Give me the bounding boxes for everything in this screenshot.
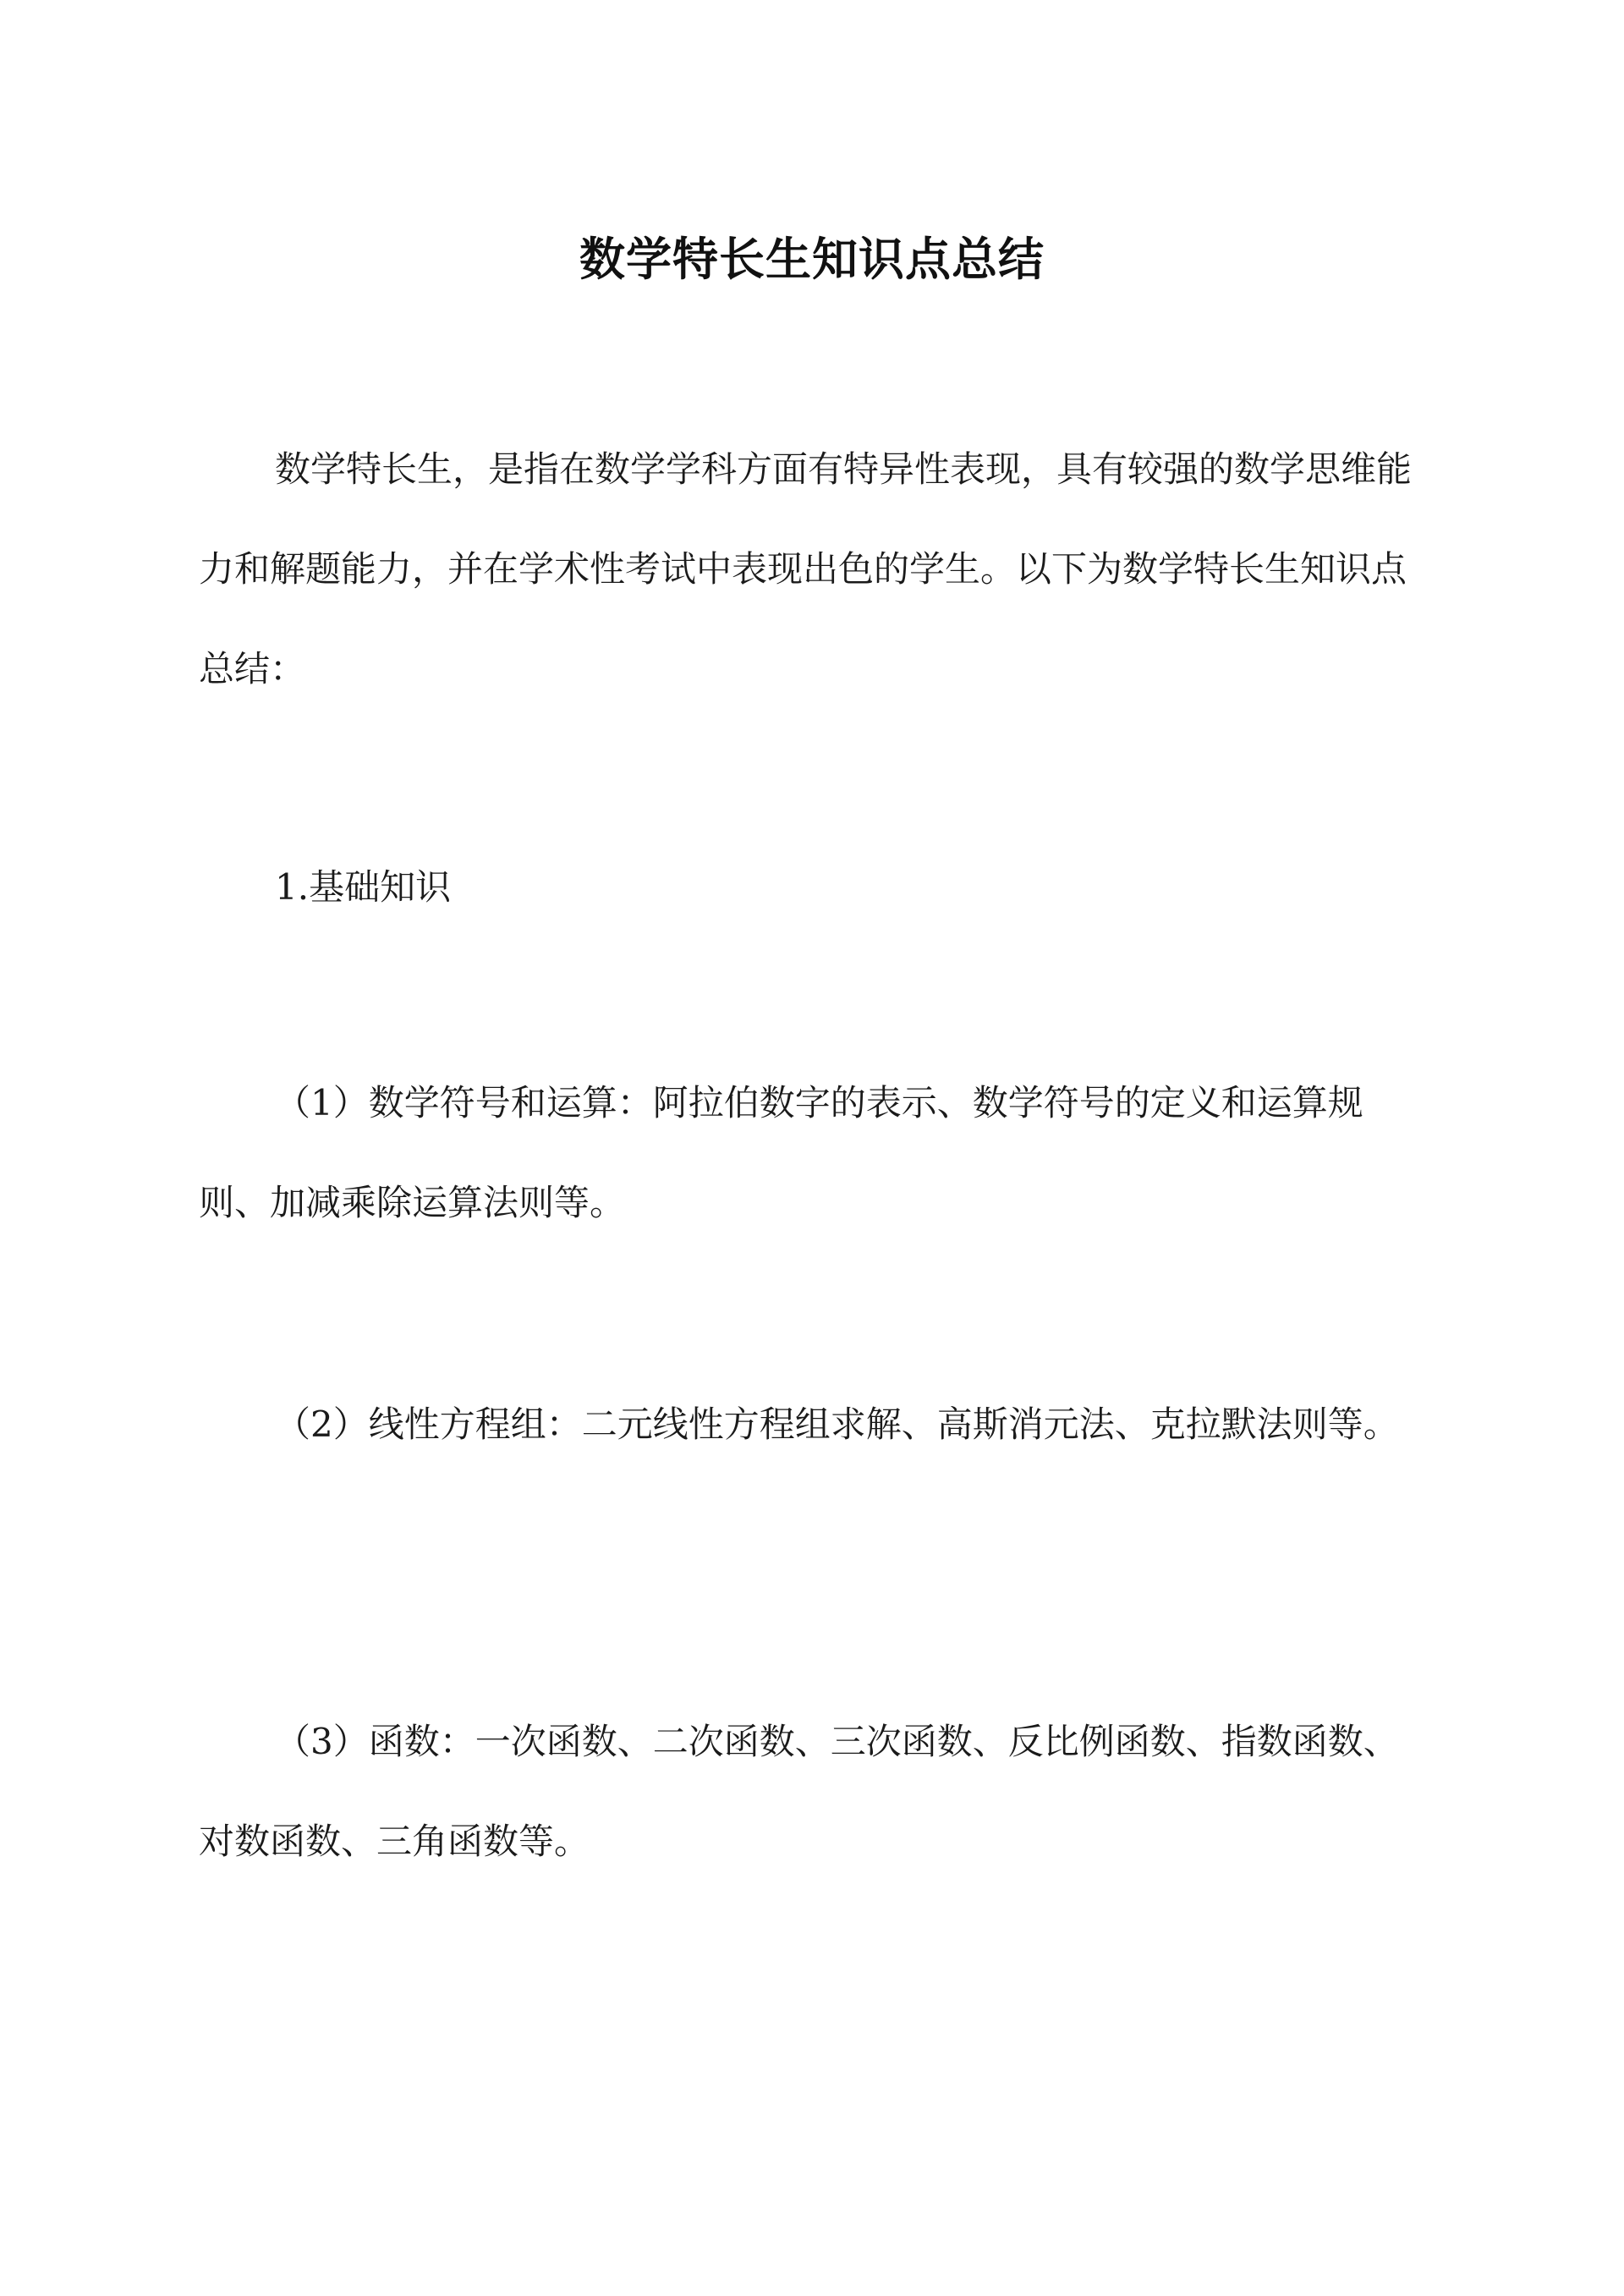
list-item: （3）函数：一次函数、二次函数、三次函数、反比例函数、指数函数、对数函数、三角函数等。: [199, 1721, 1399, 1862]
list-item: （2）线性方程组：二元线性方程组求解、高斯消元法、克拉默法则等。: [275, 1403, 1399, 1445]
section-heading-basic-knowledge: 1.基础知识: [275, 866, 452, 908]
document-title: 数学特长生知识点总结: [579, 232, 1045, 287]
list-item: （1）数学符号和运算：阿拉伯数字的表示、数学符号的定义和运算规则、加减乘除运算法则等。: [199, 1082, 1363, 1223]
intro-paragraph: 数学特长生，是指在数学学科方面有特异性表现，具有较强的数学思维能力和解题能力，并在学术性考试中表现出色的学生。以下为数学特长生知识点总结：: [199, 448, 1413, 689]
